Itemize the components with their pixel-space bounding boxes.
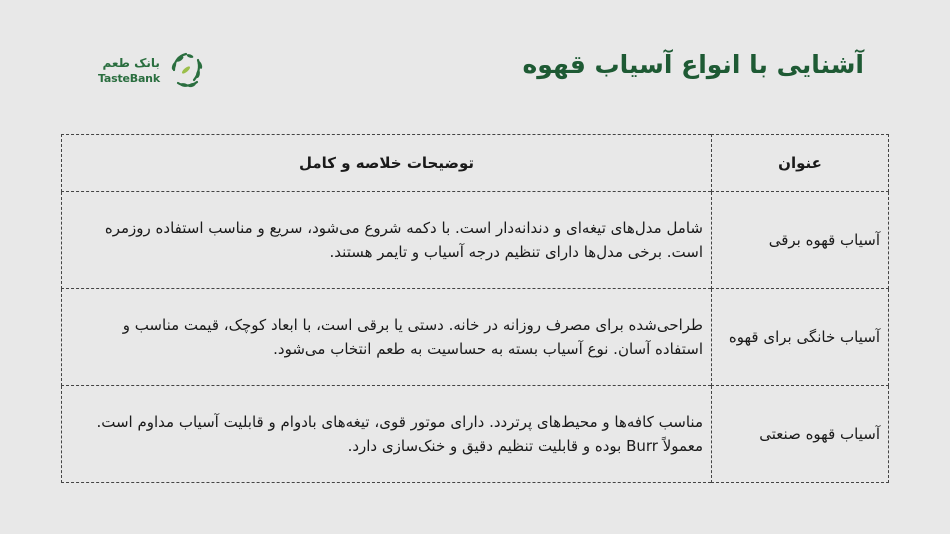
row-title: آسیاب خانگی برای قهوه (712, 289, 889, 386)
table-row (62, 289, 889, 386)
logo-text-fa: بانک طعم (102, 55, 160, 70)
table-row (62, 386, 889, 483)
logo-text-en: TasteBank (98, 71, 160, 85)
brand-logo (98, 50, 206, 90)
row-title: آسیاب قهوه صنعتی (712, 386, 889, 483)
leaf-wreath-icon (166, 50, 206, 90)
row-description: مناسب کافه‌ها و محیط‌های پرتردد. دارای موتور قوی، تیغه‌های بادوام و قابلیت آسیاب مداوم است. معمولاً Burr بوده و قابلیت تنظیم دقیق و خنک‌سازی دارد. (62, 386, 712, 483)
table-header-row (62, 135, 889, 192)
row-description: شامل مدل‌های تیغه‌ای و دندانه‌دار است. با دکمه شروع می‌شود، سریع و مناسب استفاده روزمره است. برخی مدل‌ها دارای تنظیم درجه آسیاب و تایمر هستند. (62, 192, 712, 289)
row-description: طراحی‌شده برای مصرف روزانه در خانه. دستی یا برقی است، با ابعاد کوچک، قیمت مناسب و استفاده آسان. نوع آسیاب بسته به حساسیت به طعم انتخاب می‌شود. (62, 289, 712, 386)
logo-text (98, 57, 160, 84)
header-title: عنوان (712, 135, 889, 192)
row-title: آسیاب قهوه برقی (712, 192, 889, 289)
table-row (62, 192, 889, 289)
coffee-grinder-table (61, 134, 889, 483)
header-description: توضیحات خلاصه و کامل (62, 135, 712, 192)
page-title: آشنایی با انواع آسیاب قهوه (522, 50, 864, 79)
